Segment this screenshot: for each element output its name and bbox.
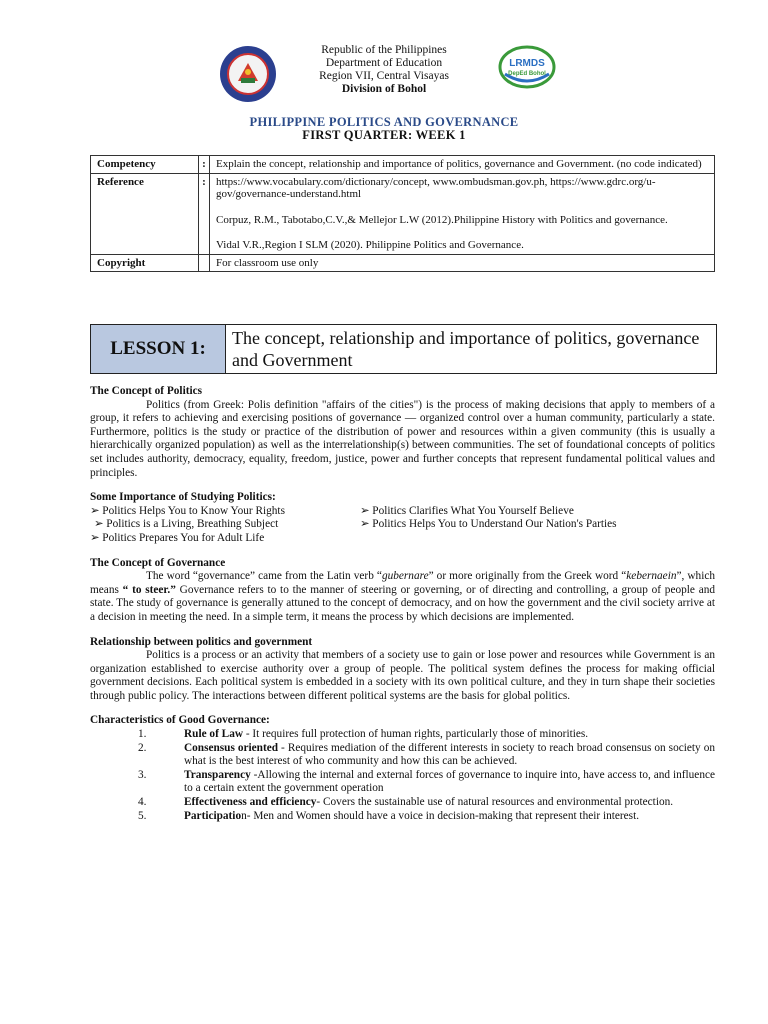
lesson-banner bbox=[90, 324, 717, 374]
list-item: 4. Effectiveness and efficiency- Covers the sustainable use of natural resources and environmental protection. bbox=[138, 796, 674, 809]
list-item: 3. Transparency -Allowing the internal and external forces of governance to inquire into, have access to, and influence to a certain extent the government operation bbox=[138, 768, 715, 795]
quarter-title: FIRST QUARTER: WEEK 1 bbox=[302, 128, 466, 142]
subject-title: PHILIPPINE POLITICS AND GOVERNANCE bbox=[249, 115, 519, 129]
competency-row bbox=[91, 156, 715, 174]
list-item: 2. Consensus oriented - Requires mediation of the different interests in society to reach broad consensus on society on what is the best interest of who community and how this can be achieved. bbox=[138, 741, 715, 768]
copyright-colon bbox=[199, 254, 210, 272]
lesson-label: LESSON 1: bbox=[91, 325, 226, 373]
list-item: ➢ Politics Helps You to Know Your Rights bbox=[90, 504, 285, 517]
copyright-value: For classroom use only bbox=[210, 254, 715, 272]
reference-row bbox=[91, 173, 715, 254]
importance-list bbox=[90, 505, 715, 546]
lrmds-logo-subtext: DepEd Bohol bbox=[508, 71, 546, 77]
list-item: 1. Rule of Law - It requires full protection of human rights, particularly those of minorities. bbox=[138, 728, 589, 741]
relationship-heading: Relationship between politics and government bbox=[90, 635, 313, 648]
reference-label: Reference bbox=[91, 173, 199, 254]
header-line-department: Department of Education bbox=[325, 57, 443, 69]
header-line-region: Region VII, Central Visayas bbox=[319, 70, 449, 82]
importance-heading: Some Importance of Studying Politics: bbox=[90, 491, 276, 504]
copyright-label: Copyright bbox=[91, 254, 199, 272]
header-line-republic: Republic of the Philippines bbox=[321, 44, 447, 56]
concept-governance-text: The word “governance” came from the Latin verb “gubernare” or more originally from the Greek word “kebernaein”, which means “ to steer.” Governance refers to to the manner of steering or governing, or of directing and controlling, a group of people and state. The study of governance is generally attuned to the concept of democracy, and on how the government and the civil society arrive at a decision in meeting the need. In a simple term, it means the process by which decisions are implemented. bbox=[90, 570, 716, 623]
competency-colon: : bbox=[199, 156, 210, 174]
lrmds-logo bbox=[497, 44, 557, 90]
reference-item-3: Vidal V.R.,Region I SLM (2020). Philippine Politics and Governance. bbox=[216, 239, 524, 251]
header bbox=[0, 44, 768, 96]
competency-label: Competency bbox=[91, 156, 199, 174]
info-table bbox=[90, 155, 715, 272]
concept-governance-heading: The Concept of Governance bbox=[90, 556, 226, 569]
lrmds-logo-text: LRMDS bbox=[509, 58, 545, 69]
characteristics-list bbox=[90, 728, 715, 823]
concept-politics-heading: The Concept of Politics bbox=[90, 385, 203, 397]
reference-item-1: https://www.vocabulary.com/dictionary/concept, www.ombudsman.gov.ph, https://www.gdrc.org/u-gov/governance-understand.html bbox=[216, 175, 656, 200]
competency-value: Explain the concept, relationship and importance of politics, governance and Government. (no code indicated) bbox=[210, 156, 715, 174]
lesson-title: The concept, relationship and importance of politics, governance and Government bbox=[232, 328, 700, 370]
list-item: ➢ Politics Prepares You for Adult Life bbox=[90, 531, 265, 544]
header-line-division: Division of Bohol bbox=[341, 83, 427, 95]
reference-value bbox=[210, 173, 715, 254]
list-item: ➢ Politics Clarifies What You Yourself Believe bbox=[360, 504, 574, 517]
lesson-body bbox=[90, 385, 715, 823]
reference-item-2: Corpuz, R.M., Tabotabo,C.V.,& Mellejor L.W (2012).Philippine History with Politics and governance. bbox=[216, 213, 668, 226]
relationship-text: Politics is a process or an activity that members of a society use to gain or lose power and resources while Government is an organization established to exercise authority over a group of people. The political system defines the process for making official government decisions. Each political system is embedded in a society with its own political culture, and they in turn shape their societies through public policy. The interactions between different political systems are the basis for global politics. bbox=[90, 649, 715, 702]
concept-politics-text: Politics (from Greek: Polis definition "affairs of the cities") is the process of making decisions that apply to members of a group, it refers to achieving and exercising positions of governance — organized control over a human community, particularly a state. Furthermore, politics is the study or practice of the distribution of power and resources within a given community (this is usually a hierarchically organized population) as well as the interrelationship(s) between communities. The set of foundational concepts of politics set includes authority, democracy, equality, freedom, justice, power and further concepts that represent fundamental political values and principles. bbox=[90, 398, 715, 479]
copyright-row bbox=[91, 254, 715, 272]
reference-colon: : bbox=[199, 173, 210, 254]
list-item: ➢ Politics Helps You to Understand Our Nation's Parties bbox=[360, 518, 617, 531]
characteristics-heading: Characteristics of Good Governance: bbox=[90, 714, 270, 727]
list-item: ➢ Politics is a Living, Breathing Subject bbox=[94, 518, 279, 531]
list-item: 5. Participation- Men and Women should have a voice in decision-making that represent their interest. bbox=[138, 809, 640, 822]
